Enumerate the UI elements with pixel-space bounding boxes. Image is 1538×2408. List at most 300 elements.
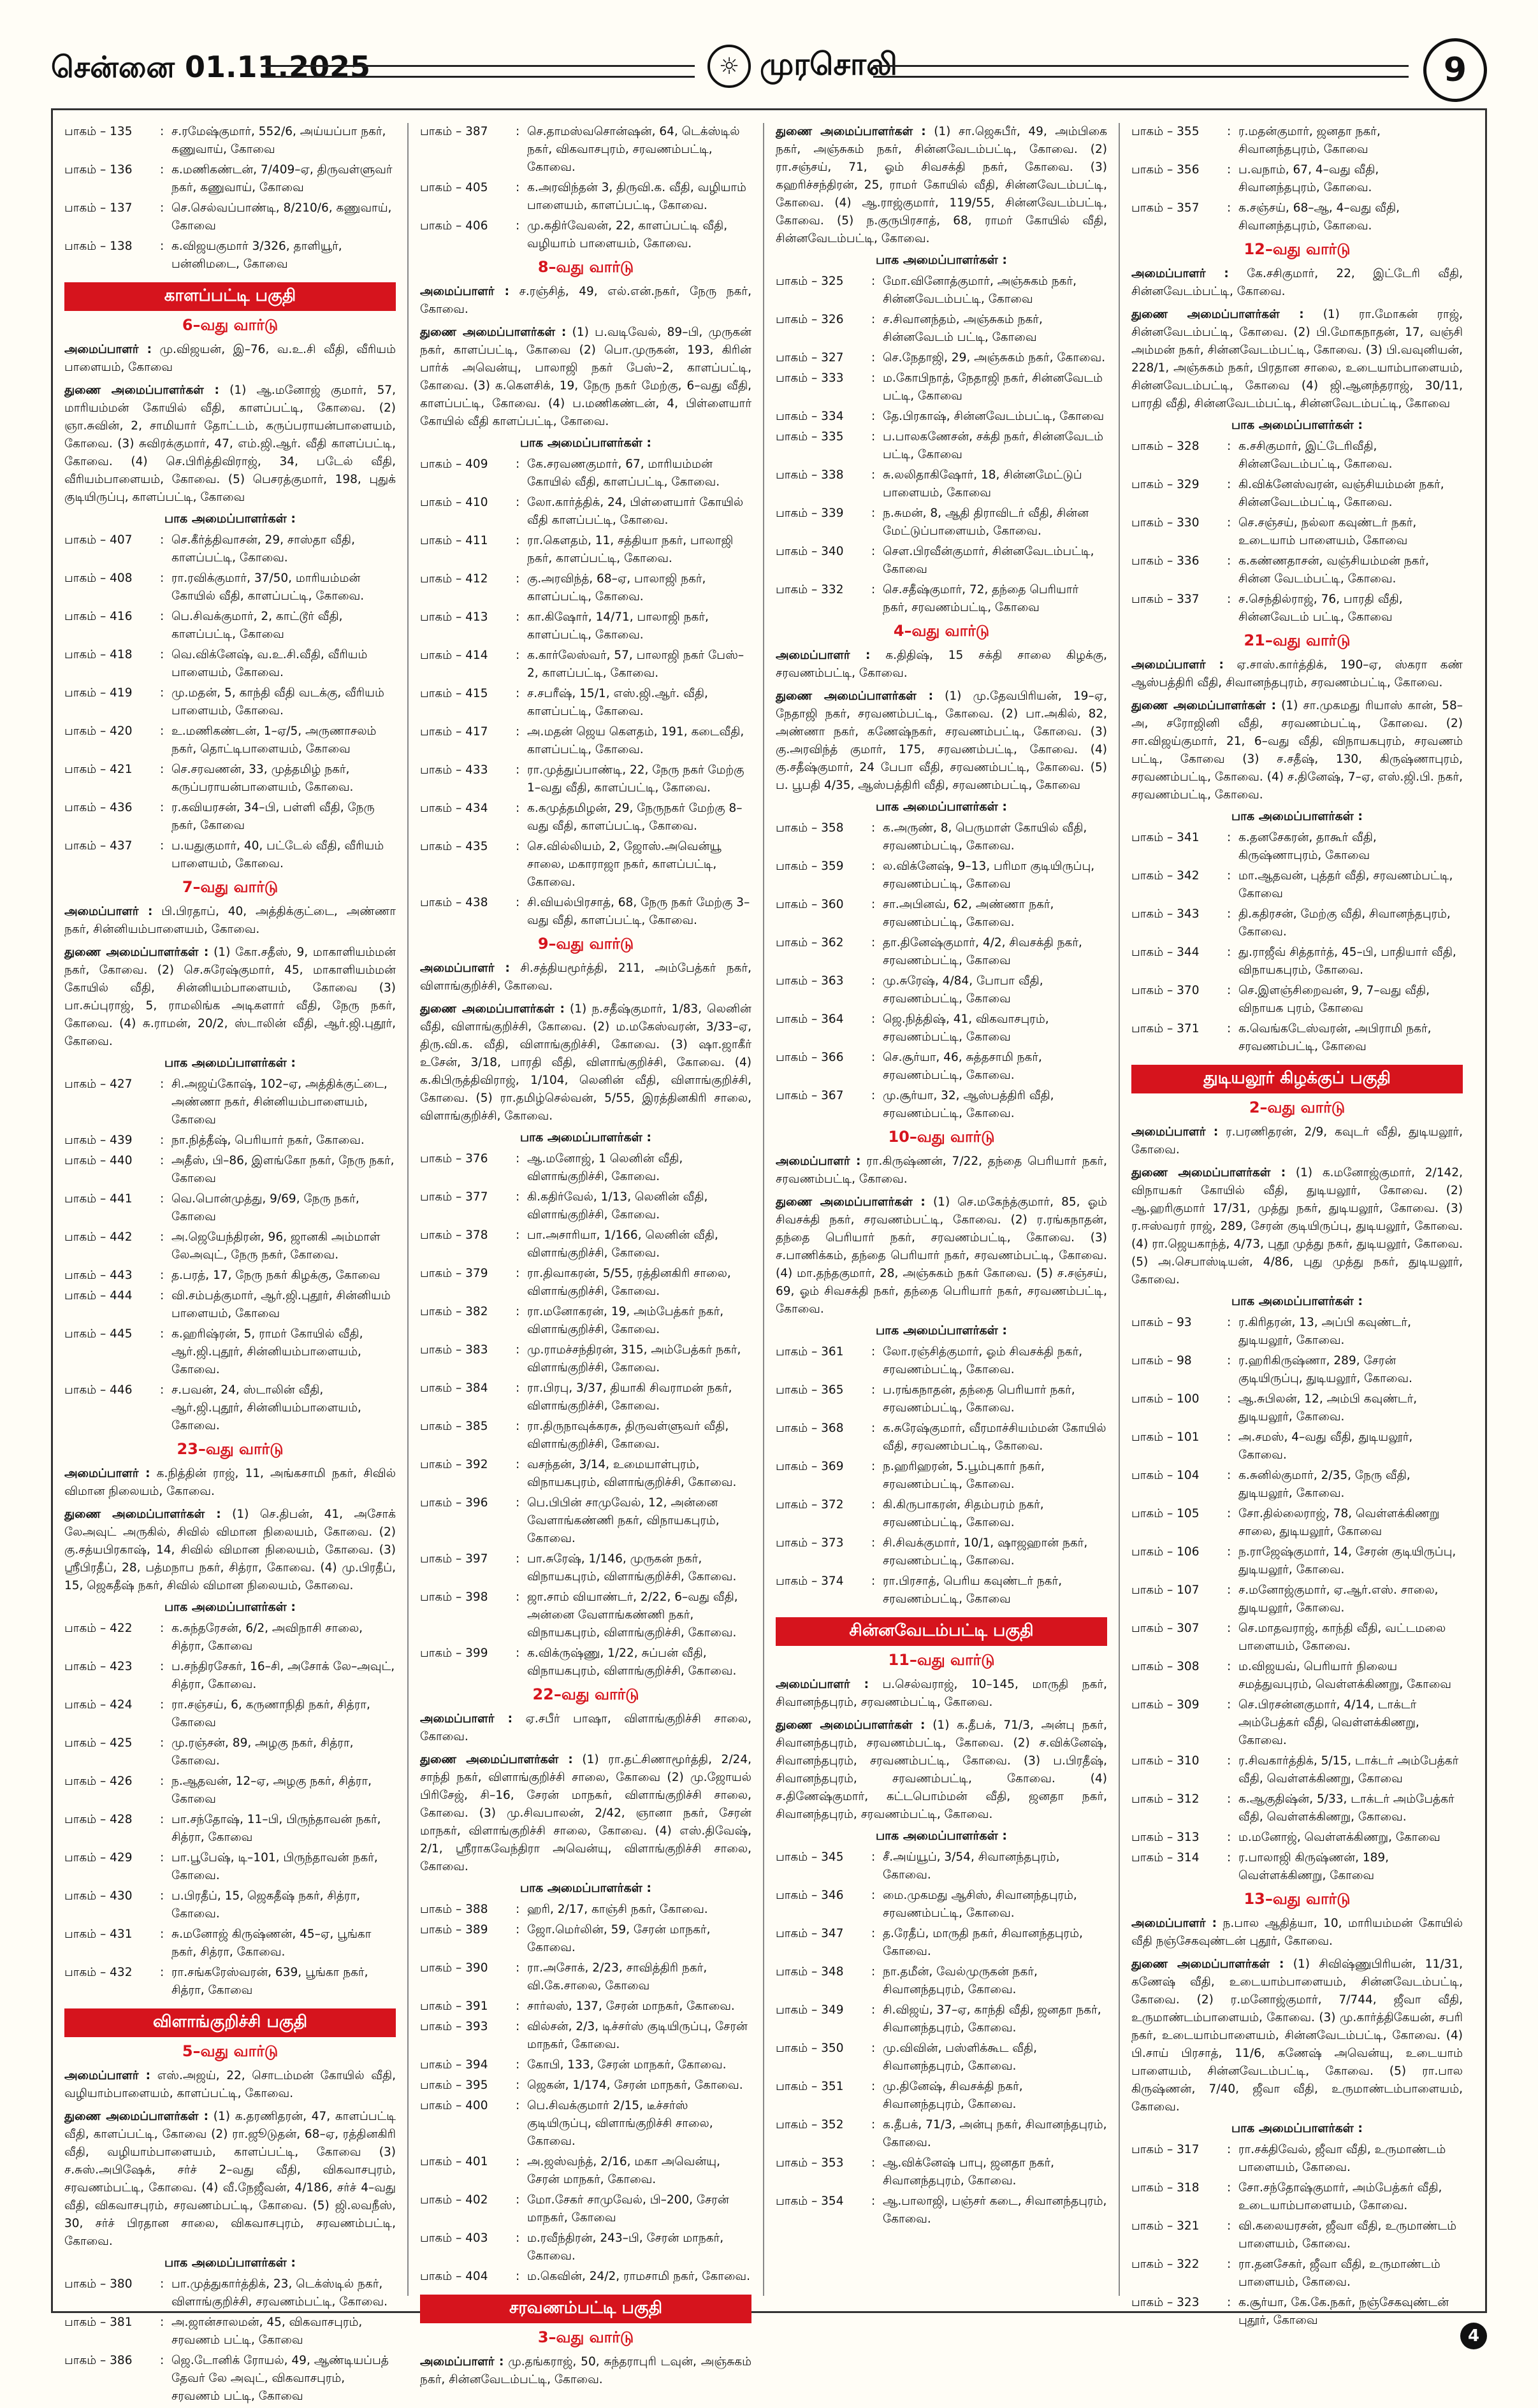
booth-entry	[1131, 476, 1463, 512]
booth-member: ரா.அசோக், 2/23, சாவித்திரி நகர், வி.கே.சாலை, கோவை	[527, 1961, 707, 1993]
booth-number: பாகம் – 342	[1131, 869, 1200, 883]
organizer-details: ந.பால ஆதித்யா, 10, மாரியம்மன் கோயில் வீதி நஞ்சேகவுண்டன் புதூர், கோவை.	[1131, 1917, 1463, 1948]
booth-member: மு.ரஞ்சன், 89, அழகு நகர், சித்ரா, கோவை.	[171, 1736, 354, 1768]
booth-entry	[64, 1190, 396, 1226]
booth-entry	[776, 2040, 1107, 2075]
booth-number: பாகம் – 419	[64, 686, 133, 700]
booth-entry	[64, 1267, 396, 1285]
colon-separator: :	[516, 2155, 520, 2168]
booth-member: கி.கிருபாகரன், சிதம்பரம் நகர், சரவணம்பட்டி, கோவை.	[883, 1498, 1044, 1529]
booth-number: பாகம் – 421	[64, 763, 133, 776]
booth-entry	[776, 2193, 1107, 2228]
booth-number: பாகம் – 445	[64, 1327, 133, 1341]
organizer-paragraph	[1131, 656, 1463, 692]
booth-member: க.சசிகுமார், இட்டேரிவீதி, சின்னவேடம்பட்டி, கோவை.	[1238, 440, 1393, 471]
booth-entry	[64, 1964, 396, 2000]
page-frame	[51, 108, 1487, 2403]
colon-separator: :	[1227, 984, 1231, 997]
booth-number: பாகம் – 322	[1131, 2258, 1200, 2271]
booth-number: பாகம் – 420	[64, 725, 133, 738]
booth-member: க.அரவிந்தன் 3, திருவி.க. வீதி, வழியாம் பாளையம், காளப்பட்டி, கோவை.	[527, 181, 746, 212]
booth-number: பாகம் – 341	[1131, 831, 1200, 844]
colon-separator: :	[871, 974, 876, 988]
colon-separator: :	[516, 1647, 520, 1660]
booth-entry	[776, 1925, 1107, 1961]
colon-separator: :	[160, 1813, 164, 1826]
booth-number: பாகம் – 388	[420, 1903, 488, 1916]
colon-separator: :	[871, 1965, 876, 1979]
booth-member: கி.விக்னேஸ்வரன், வஞ்சியம்மன் நகர், சின்னவேடம்பட்டி, கோவை.	[1238, 478, 1444, 509]
booth-member: ரா.பிரபு, 3/37, தியாகி சிவராமன் நகர், விளாங்குறிச்சி, கோவை.	[527, 1381, 732, 1413]
booth-number: பாகம் – 422	[64, 1622, 133, 1635]
booth-member: ர.சிவகார்த்திக், 5/15, டாக்டர் அம்பேத்கர் வீதி, வெள்ளக்கிணறு, கோவை	[1238, 1754, 1459, 1785]
booth-member: க.தனசேகரன், தாகூர் வீதி, கிருஷ்ணாபுரம், கோவை	[1238, 831, 1377, 862]
colon-separator: :	[871, 1927, 876, 1940]
booth-number: பாகம் – 423	[64, 1660, 133, 1673]
booth-number: பாகம் – 347	[776, 1927, 844, 1940]
booth-member: ஆ.பாலாஜி, பஞ்சர் கடை, சிவானந்தபுரம், கோவை.	[883, 2195, 1107, 2226]
booth-member: ல.விக்னேஷ், 9–13, பரிமா குடியிருப்பு, சரவணம்பட்டி, கோவை	[883, 860, 1095, 891]
colon-separator: :	[516, 458, 520, 471]
booth-number: பாகம் – 373	[776, 1536, 844, 1550]
booth-member: தே.பிரகாஷ், சின்னவேடம்பட்டி, கோவை	[883, 410, 1105, 423]
organizer-details: மு.தங்கராஜ், 50, சுந்தராபுரி டவுன், அஞ்சுகம் நகர், சின்னவேடம்பட்டி, கோவை.	[420, 2355, 751, 2386]
booth-number: பாகம் – 416	[64, 610, 133, 623]
booth-number: பாகம் – 434	[420, 802, 488, 815]
organizer-paragraph	[64, 382, 396, 507]
booth-member: ம.கெவின், 24/2, ராமசாமி நகர், கோவை.	[527, 2270, 751, 2283]
booth-number: பாகம் – 136	[64, 163, 133, 177]
booth-entry	[64, 1325, 396, 1379]
ward-heading: 6–வது வார்டு	[182, 316, 279, 334]
column-4	[1131, 123, 1463, 2332]
organizer-paragraph	[776, 1676, 1107, 1712]
role-label: அமைப்பாளர் :	[420, 285, 510, 298]
booth-number: பாகம் – 349	[776, 2003, 844, 2017]
booth-member: ரா.தனசேகர், ஜீவா வீதி, உருமாண்டம் பாளையம், கோவை.	[1238, 2258, 1440, 2289]
booth-member: த.ரேதீப், மாருதி நகர், சிவானந்தபுரம், கோவை.	[883, 1927, 1083, 1958]
colon-separator: :	[871, 371, 876, 385]
booth-number: பாகம் – 93	[1131, 1316, 1192, 1329]
booth-member: உ.மணிகண்டன், 1–ஏ/5, அருணாசலம் நகர், தொட்டிபாளையம், கோவை	[171, 725, 377, 756]
booth-number: பாகம் – 328	[1131, 440, 1200, 453]
booth-number: பாகம் – 385	[420, 1420, 488, 1433]
booth-number: பாகம் – 371	[1131, 1022, 1200, 1035]
booth-entry	[64, 238, 396, 273]
colon-separator: :	[1227, 1831, 1231, 1844]
role-label: அமைப்பாளர் :	[420, 2355, 504, 2368]
booth-member: ஆ.விக்னேஷ் பாபு, ஜனதா நகர், சிவானந்தபுரம், கோவை.	[883, 2156, 1054, 2188]
colon-separator: :	[871, 2042, 876, 2055]
booth-entry	[420, 894, 751, 930]
colon-separator: :	[871, 936, 876, 949]
booth-number: பாகம் – 411	[420, 534, 488, 547]
booth-organizers-heading: பாக அமைப்பாளர்கள் :	[519, 436, 651, 450]
booth-organizers-heading: பாக அமைப்பாளர்கள் :	[519, 1881, 651, 1895]
booth-member: வெ.விக்னேஷ், வ.உ.சி.வீதி, வீரியம் பாளையம், கோவை.	[171, 648, 368, 679]
booth-entry	[420, 2268, 751, 2286]
booth-number: பாகம் – 372	[776, 1498, 844, 1511]
booth-entry	[420, 2018, 751, 2054]
booth-member: வி.கலையரசன், ஜீவா வீதி, உருமாண்டம் பாளையம், கோவை.	[1238, 2219, 1456, 2251]
colon-separator: :	[516, 1267, 520, 1280]
booth-number: பாகம் – 346	[776, 1889, 844, 1902]
booth-number: பாகம் – 337	[1131, 593, 1200, 606]
colon-separator: :	[516, 649, 520, 662]
booth-number: பாகம் – 98	[1131, 1354, 1192, 1367]
booth-member: அ.ஜஸ்வந்த், 2/16, மகா அவென்யு, சேரன் மாநகர், கோவை.	[527, 2155, 721, 2186]
booth-number: பாகம் – 356	[1131, 163, 1200, 177]
booth-number: பாகம் – 104	[1131, 1469, 1200, 1482]
booth-entry	[420, 1998, 751, 2015]
booth-member: க.ஹரிஷ்ரன், 5, ராமர் கோயில் வீதி, ஆர்.ஜி.புதூர், சின்னியம்பாளையம், கோவை.	[171, 1327, 363, 1376]
booth-entry	[776, 349, 1107, 367]
booth-entry	[420, 494, 751, 530]
role-label: அமைப்பாளர் :	[64, 1467, 150, 1480]
booth-entry	[420, 456, 751, 491]
colon-separator: :	[516, 1496, 520, 1510]
booth-member: ச.செந்தில்ராஜ், 76, பாரதி வீதி, சின்னவேடம் பட்டி, கோவை	[1238, 593, 1403, 624]
booth-member: செ.நேதாஜி, 29, அஞ்சுகம் நகர், கோவை.	[883, 351, 1106, 364]
role-label: அமைப்பாளர் :	[1131, 267, 1229, 280]
booth-member: கி.கதிர்வேல், 1/13, லெனின் வீதி, விளாங்குறிச்சி, கோவை.	[527, 1190, 708, 1222]
booth-member: ச.பவன், 24, ஸ்டாலின் வீதி, ஆர்.ஜி.புதூர், சின்னியம்பாளையம், கோவை.	[171, 1383, 361, 1432]
booth-number: பாகம் – 393	[420, 2020, 488, 2033]
colon-separator: :	[1227, 478, 1231, 491]
booth-entry	[1131, 438, 1463, 473]
booth-member: அதீஸ், பி–86, இளங்கோ நகர், நேரு நகர், கோவை	[171, 1154, 395, 1185]
booth-member: க.விக்ருஷ்ணு, 1/22, சுப்பன் வீதி, விநாயகபுரம், விளாங்குறிச்சி, கோவை.	[527, 1647, 737, 1678]
booth-entry	[776, 581, 1107, 617]
booth-member: க.சுந்தரேசன், 6/2, அவிநாசி சாலை, சித்ரா, கோவை	[171, 1622, 363, 1653]
booth-entry	[420, 1265, 751, 1301]
colon-separator: :	[160, 125, 164, 138]
booth-member: வெ.பொன்முத்து, 9/69, நேரு நகர், கோவை	[171, 1192, 359, 1223]
booth-number: பாகம் – 415	[420, 687, 488, 700]
organizer-paragraph	[1131, 1956, 1463, 2116]
booth-number: பாகம் – 408	[64, 572, 133, 585]
booth-member: ரா.ரவிக்குமார், 37/50, மாரியம்மன் கோயில் வீதி, காளப்பட்டி, கோவை.	[171, 572, 365, 603]
colon-separator: :	[1227, 1392, 1231, 1406]
role-label: அமைப்பாளர் :	[420, 962, 510, 975]
booth-member: ப.ரங்கநாதன், தந்தை பெரியார் நகர், சரவணம்பட்டி, கோவை.	[883, 1383, 1075, 1415]
booth-number: பாகம் – 389	[420, 1923, 488, 1936]
ward-heading: 10–வது வார்டு	[888, 1128, 995, 1146]
booth-number: பாகம் – 396	[420, 1496, 488, 1510]
booth-entry	[776, 1458, 1107, 1494]
booth-number: பாகம் – 401	[420, 2155, 488, 2168]
colon-separator: :	[516, 572, 520, 586]
booth-member: ப.வநாம், 67, 4–வது வீதி, சிவானந்தபுரம், கோவை.	[1238, 163, 1379, 194]
role-label: துணை அமைப்பாளர்கள் :	[420, 1002, 565, 1016]
organizer-paragraph	[776, 1193, 1107, 1318]
booth-entry	[420, 1380, 751, 1415]
booth-number: பாகம் – 383	[420, 1343, 488, 1357]
booth-organizers-heading: பாக அமைப்பாளர்கள் :	[164, 512, 296, 526]
booth-member: ர.கவியரசன், 34–பி, பள்ளி வீதி, நேரு நகர், கோவை	[171, 801, 375, 832]
booth-number: பாகம் – 312	[1131, 1792, 1200, 1806]
booth-entry	[420, 1921, 751, 1957]
colon-separator: :	[1227, 1660, 1231, 1673]
colon-separator: :	[160, 839, 164, 853]
booth-member: செ.மாதவராஜ், காந்தி வீதி, வட்டமலை பாளையம், கோவை.	[1238, 1622, 1446, 1653]
colon-separator: :	[1227, 1754, 1231, 1768]
colon-separator: :	[871, 275, 876, 288]
booth-number: பாகம் – 318	[1131, 2181, 1200, 2195]
booth-number: பாகம் – 391	[420, 2000, 488, 2013]
booth-number: பாகம் – 405	[420, 181, 488, 194]
booth-member: சி.சிவக்குமார், 10/1, ஷாஜஹான் நகர், சரவணம்பட்டி, கோவை.	[883, 1536, 1088, 1568]
booth-entry	[776, 972, 1107, 1008]
booth-member: ப.பிரதீப், 15, ஜெகதீஷ் நகர், சித்ரா, கோவை.	[171, 1889, 361, 1921]
booth-number: பாகம் – 376	[420, 1152, 488, 1165]
organizer-paragraph	[1131, 1123, 1463, 1159]
booth-number: பாகம் – 105	[1131, 1507, 1200, 1520]
colon-separator: :	[1227, 1545, 1231, 1559]
colon-separator: :	[871, 545, 876, 558]
paper-logo	[707, 45, 897, 88]
colon-separator: :	[871, 1345, 876, 1359]
colon-separator: :	[516, 1590, 520, 1604]
booth-number: பாகம் – 340	[776, 545, 844, 558]
colon-separator: :	[1227, 1316, 1231, 1329]
booth-member: ரா.சக்திவேல், ஜீவா வீதி, உருமாண்டம் பாளையம், கோவை.	[1238, 2143, 1446, 2174]
booth-number: பாகம் – 101	[1131, 1431, 1200, 1444]
colon-separator: :	[516, 2079, 520, 2092]
booth-member: ரா.சங்கரேஸ்வரன், 639, பூங்கா நகர், சித்ரா, கோவை	[171, 1966, 368, 1997]
colon-separator: :	[160, 1078, 164, 1091]
booth-entry	[776, 896, 1107, 932]
booth-member: க.சுனில்குமார், 2/35, நேரு வீதி, துடியலூர், கோவை.	[1238, 1469, 1411, 1500]
booth-member: தா.தினேஷ்குமார், 4/2, சிவசக்தி நகர், சரவணம்பட்டி, கோவை	[883, 936, 1082, 967]
booth-organizers-heading: பாக அமைப்பாளர்கள் :	[1231, 809, 1363, 823]
continued-mark: 4	[1460, 2323, 1487, 2349]
booth-member: சி.வியல்பிரசாத், 68, நேரு நகர் மேற்கு 3–வது வீதி, காளப்பட்டி, கோவை.	[527, 896, 750, 927]
ward-heading: 13–வது வார்டு	[1244, 1890, 1351, 1908]
booth-member: செ.சூர்யா, 46, சுத்தசாமி நகர், சரவணம்பட்டி, கோவை.	[883, 1051, 1042, 1082]
organizer-details: (1) சா.முகமது ரியாஸ் கான், 58–அ, சரோஜினி வீதி, சரவணம்பட்டி, கோவை. (2) சா.விஜய்குமார், 21, 6–வது வீதி, விநாயகபுரம், சரவணம் பட்டி, கோவை (3) ச.சதீஷ், 130, கிருஷ்ணாபுரம், சரவணம்பட்டி, கோவை. (4) ச.தினேஷ், 7–ஏ, எஸ்.ஜி.பி. நகர், சரவணம்பட்டி, கோவை.	[1131, 699, 1463, 802]
organizer-details: ச.ரஞ்சித், 49, எல்.என்.நகர், நேரு நகர், கோவை.	[420, 285, 751, 316]
booth-member: மோ.வினோத்குமார், அஞ்சுகம் நகர், சின்னவேடம்பட்டி, கோவை	[883, 275, 1077, 306]
paper-name: முரசொலி	[760, 47, 897, 82]
booth-member: மு.சூர்யா, 32, ஆஸ்பத்திரி வீதி, சரவணம்பட்டி, கோவை.	[883, 1089, 1054, 1120]
colon-separator: :	[160, 240, 164, 253]
booth-entry	[1131, 514, 1463, 550]
booth-entry	[420, 1645, 751, 1680]
booth-member: வி.சம்பத்குமார், ஆர்.ஜி.புதூர், சின்னியம் பாளையம், கோவை	[171, 1289, 391, 1320]
booth-entry	[776, 505, 1107, 540]
booth-organizers-heading: பாக அமைப்பாளர்கள் :	[1231, 2121, 1363, 2135]
booth-member: ரா.திவாகரன், 5/55, ரத்தினகிரி சாலை, விளாங்குறிச்சி, கோவை.	[527, 1267, 731, 1298]
organizer-paragraph	[776, 688, 1107, 795]
colon-separator: :	[871, 2003, 876, 2017]
colon-separator: :	[516, 1229, 520, 1242]
booth-number: பாகம் – 338	[776, 468, 844, 482]
colon-separator: :	[871, 1498, 876, 1511]
colon-separator: :	[160, 1383, 164, 1397]
organizer-details: (1) செ.மகேந்த்குமார், 85, ஓம் சிவசக்தி நகர், சரவணம்பட்டி, கோவை. (2) ர.ரங்கநாதன், தந்தை பெரியார் நகர், சரவணம்பட்டி, கோவை. (3) ச.பாணிக்கம், தந்தை பெரியார் நகர், சரவணம்பட்டி, கோவை. (4) மா.தந்தகுமார், 28, அஞ்சுகம் நகர் கோவை. (5) ச.சஞ்சய், 69, ஓம் சிவசக்தி நகர், தந்தை பெரியார் நகர், சரவணம்பட்டி, கோவை.	[776, 1195, 1107, 1316]
booth-number: பாகம் – 377	[420, 1190, 488, 1204]
organizer-paragraph	[420, 1751, 751, 1876]
booth-member: ஜெ.நித்திஷ், 41, விகவாசபுரம், சரவணம்பட்டி, கோவை	[883, 1013, 1049, 1044]
booth-member: ச.சிவானந்தம், அஞ்சுகம் நகர், சின்னவேடம் பட்டி, கோவை	[883, 313, 1043, 344]
booth-organizers-heading: பாக அமைப்பாளர்கள் :	[1231, 418, 1363, 432]
booth-number: பாகம் – 354	[776, 2195, 844, 2208]
booth-member: சு.மனோஜ் கிருஷ்ணன், 45–ஏ, பூங்கா நகர், சித்ரா, கோவை.	[171, 1928, 372, 1959]
booth-entry	[420, 532, 751, 568]
booth-entry	[420, 2230, 751, 2265]
booth-number: பாகம் – 310	[1131, 1754, 1200, 1768]
colon-separator: :	[516, 2058, 520, 2072]
booth-member: ஆ.சுபிலன், 12, அம்பி கவுண்டர், துடியலூர், கோவை.	[1238, 1392, 1418, 1424]
booth-number: பாகம் – 430	[64, 1889, 133, 1903]
booth-organizers-heading: பாக அமைப்பாளர்கள் :	[164, 1600, 296, 1614]
colon-separator: :	[516, 1381, 520, 1395]
booth-entry	[776, 311, 1107, 347]
booth-member: ந.ஆதவன், 12–ஏ, அழகு நகர், சித்ரா, கோவை	[171, 1775, 372, 1806]
colon-separator: :	[871, 898, 876, 911]
booth-number: பாகம் – 444	[64, 1289, 133, 1302]
booth-entry	[1131, 161, 1463, 197]
booth-member: மா.ஆதவன், புத்தர் வீதி, சரவணம்பட்டி, கோவை	[1238, 869, 1453, 900]
colon-separator: :	[160, 533, 164, 547]
role-label: அமைப்பாளர் :	[64, 2069, 151, 2082]
role-label: துணை அமைப்பாளர்கள் :	[64, 1508, 221, 1521]
colon-separator: :	[871, 1460, 876, 1473]
colon-separator: :	[871, 1850, 876, 1864]
booth-number: பாகம் – 413	[420, 610, 488, 624]
colon-separator: :	[160, 1889, 164, 1903]
organizer-paragraph	[64, 944, 396, 1051]
booth-number: பாகம் – 425	[64, 1736, 133, 1750]
colon-separator: :	[1227, 554, 1231, 568]
booth-entry	[1131, 2217, 1463, 2253]
booth-entry	[420, 1959, 751, 1995]
masthead	[51, 25, 1487, 102]
organizer-paragraph	[64, 2067, 396, 2103]
role-label: துணை அமைப்பாளர்கள் :	[1131, 308, 1304, 321]
booth-entry	[1131, 2141, 1463, 2177]
colon-separator: :	[1227, 163, 1231, 177]
booth-member: லோ.ரஞ்சித்குமார், ஓம் சிவசக்தி நகர், சரவணம்பட்டி, கோவை.	[883, 1345, 1083, 1376]
organizer-paragraph	[420, 2353, 751, 2389]
booth-organizers-heading: பாக அமைப்பாளர்கள் :	[164, 2256, 296, 2270]
colon-separator: :	[516, 610, 520, 624]
booth-number: பாகம் – 138	[64, 240, 133, 253]
organizer-paragraph	[420, 283, 751, 319]
colon-separator: :	[160, 801, 164, 814]
colon-separator: :	[160, 648, 164, 661]
colon-separator: :	[871, 860, 876, 873]
colon-separator: :	[871, 2118, 876, 2131]
booth-entry	[776, 543, 1107, 579]
booth-number: பாகம் – 386	[64, 2354, 133, 2367]
booth-number: பாகம் – 307	[1131, 1622, 1200, 1635]
colon-separator: :	[1227, 1507, 1231, 1520]
booth-number: பாகம் – 418	[64, 648, 133, 661]
ward-heading: 23–வது வார்டு	[177, 1440, 284, 1458]
colon-separator: :	[1227, 516, 1231, 530]
booth-member: செ.சஞ்சய், நல்லா கவுண்டர் நகர், உடையாம் பாளையம், கோவை	[1238, 516, 1417, 547]
booth-member: பெ.சிவக்குமார், 2, காட்டூர் வீதி, காளப்பட்டி, கோவை	[171, 610, 343, 641]
booth-member: மு.கதிர்வேலன், 22, காளப்பட்டி வீதி, வழியாம் பாளையம், கோவை.	[527, 219, 728, 250]
colon-separator: :	[1227, 869, 1231, 883]
booth-entry	[420, 1188, 751, 1224]
organizer-paragraph	[1131, 265, 1463, 301]
colon-separator: :	[1227, 907, 1231, 921]
colon-separator: :	[1227, 1354, 1231, 1367]
booth-member: செ.சரவணன், 33, முத்தமிழ் நகர், கருப்பராயன்பாளையம், கோவை.	[171, 763, 354, 794]
colon-separator: :	[160, 610, 164, 623]
organizer-paragraph	[1131, 1164, 1463, 1289]
organizer-paragraph	[420, 324, 751, 431]
colon-separator: :	[871, 2156, 876, 2170]
colon-separator: :	[516, 2270, 520, 2283]
booth-number: பாகம் – 308	[1131, 1660, 1200, 1673]
colon-separator: :	[516, 840, 520, 853]
booth-number: பாகம் – 137	[64, 201, 133, 215]
ward-heading: 9–வது வார்டு	[537, 935, 634, 953]
booth-member: க.வெங்கடேஸ்வரன், அபிராமி நகர், சரவணம்பட்டி, கோவை	[1238, 1022, 1432, 1053]
section-heading: சரவணம்பட்டி பகுதி	[420, 2295, 751, 2323]
organizer-paragraph	[64, 2108, 396, 2251]
colon-separator: :	[871, 583, 876, 596]
booth-entry	[64, 1381, 396, 1435]
colon-separator: :	[871, 351, 876, 364]
booth-member: மு.விவின், பஸ்ளிக்கூட வீதி, சிவானந்தபுரம், கோவை.	[883, 2042, 1038, 2073]
booth-number: பாகம் – 370	[1131, 984, 1200, 997]
ward-heading: 5–வது வார்டு	[182, 2042, 279, 2060]
booth-number: பாகம் – 435	[420, 840, 488, 853]
booth-member: அ.மதன் ஜெய கௌதம், 191, கடைவீதி, காளப்பட்டி, கோவை.	[527, 725, 744, 756]
booth-entry	[64, 1696, 396, 1732]
colon-separator: :	[516, 802, 520, 815]
organizer-details: (1) ரா.தட்சிணாமூர்த்தி, 2/24, சாந்தி நகர், விளாங்குறிச்சி சாலை, கோவை (2) மு.ஜோயல் பிரிசேஜ், சி–16, சேரன் மாநகர், விளாங்குறிச்சி சாலை, கோவை. (3) மு.சிவபாலன், 2/42, ஞானா நகர், சேரன் மாநகர், விளாங்குறிச்சி சாலை, கோவை. (4) எஸ்.திவேஷ், 2/1, ஸ்ரீராகவேந்திரா அவென்யு, விளாங்குறிச்சி சாலை, கோவை.	[420, 1753, 751, 1873]
booth-number: பாகம் – 402	[420, 2193, 488, 2207]
booth-entry	[1131, 944, 1463, 979]
colon-separator: :	[1227, 2143, 1231, 2156]
booth-member: பா.முத்துகார்த்திக், 23, டெக்ஸ்டில் நகர், விளாங்குறிச்சி, சரவணம்பட்டி, கோவை.	[171, 2277, 388, 2309]
booth-entry	[64, 1152, 396, 1188]
ward-heading: 12–வது வார்டு	[1244, 240, 1351, 258]
booth-entry	[420, 1150, 751, 1186]
booth-member: சௌ.பிரவீன்குமார், சின்னவேடம்பட்டி, கோவை	[883, 545, 1094, 576]
booth-organizers-heading: பாக அமைப்பாளர்கள் :	[875, 1829, 1007, 1843]
colon-separator: :	[871, 1051, 876, 1064]
colon-separator: :	[1227, 125, 1231, 138]
booth-number: பாகம் – 327	[776, 351, 844, 364]
booth-number: பாகம் – 436	[64, 801, 133, 814]
booth-entry	[420, 179, 751, 215]
booth-member: பா.பூபேஷ், டி–101, பிருந்தாவன் நகர், கோவை.	[171, 1851, 378, 1882]
booth-member: பெ.பிபின் சாமுவேல், 12, அன்னை வேளாங்கண்ணி நகர், விநாயகபுரம், கோவை.	[527, 1496, 720, 1545]
booth-number: பாகம் – 414	[420, 649, 488, 662]
colon-separator: :	[160, 1230, 164, 1244]
booth-number: பாகம் – 330	[1131, 516, 1200, 530]
booth-number: பாகம் – 343	[1131, 907, 1200, 921]
booth-member: க.கார்லேஸ்வர், 57, பாலாஜி நகர் பேஸ்–2, காளப்பட்டி, கோவை.	[527, 649, 744, 680]
column-3	[776, 123, 1107, 2231]
booth-number: பாகம் – 333	[776, 371, 844, 385]
booth-member: க.விஜயகுமார் 3/326, தாளியூர், பன்னிமடை, கோவை	[171, 240, 342, 271]
booth-number: பாகம் – 399	[420, 1647, 488, 1660]
booth-entry	[776, 819, 1107, 855]
booth-number: பாகம் – 381	[64, 2316, 133, 2329]
booth-entry	[420, 2153, 751, 2189]
booth-organizers-heading: பாக அமைப்பாளர்கள் :	[1231, 1294, 1363, 1308]
booth-entry	[420, 1303, 751, 1339]
booth-entry	[776, 1887, 1107, 1922]
